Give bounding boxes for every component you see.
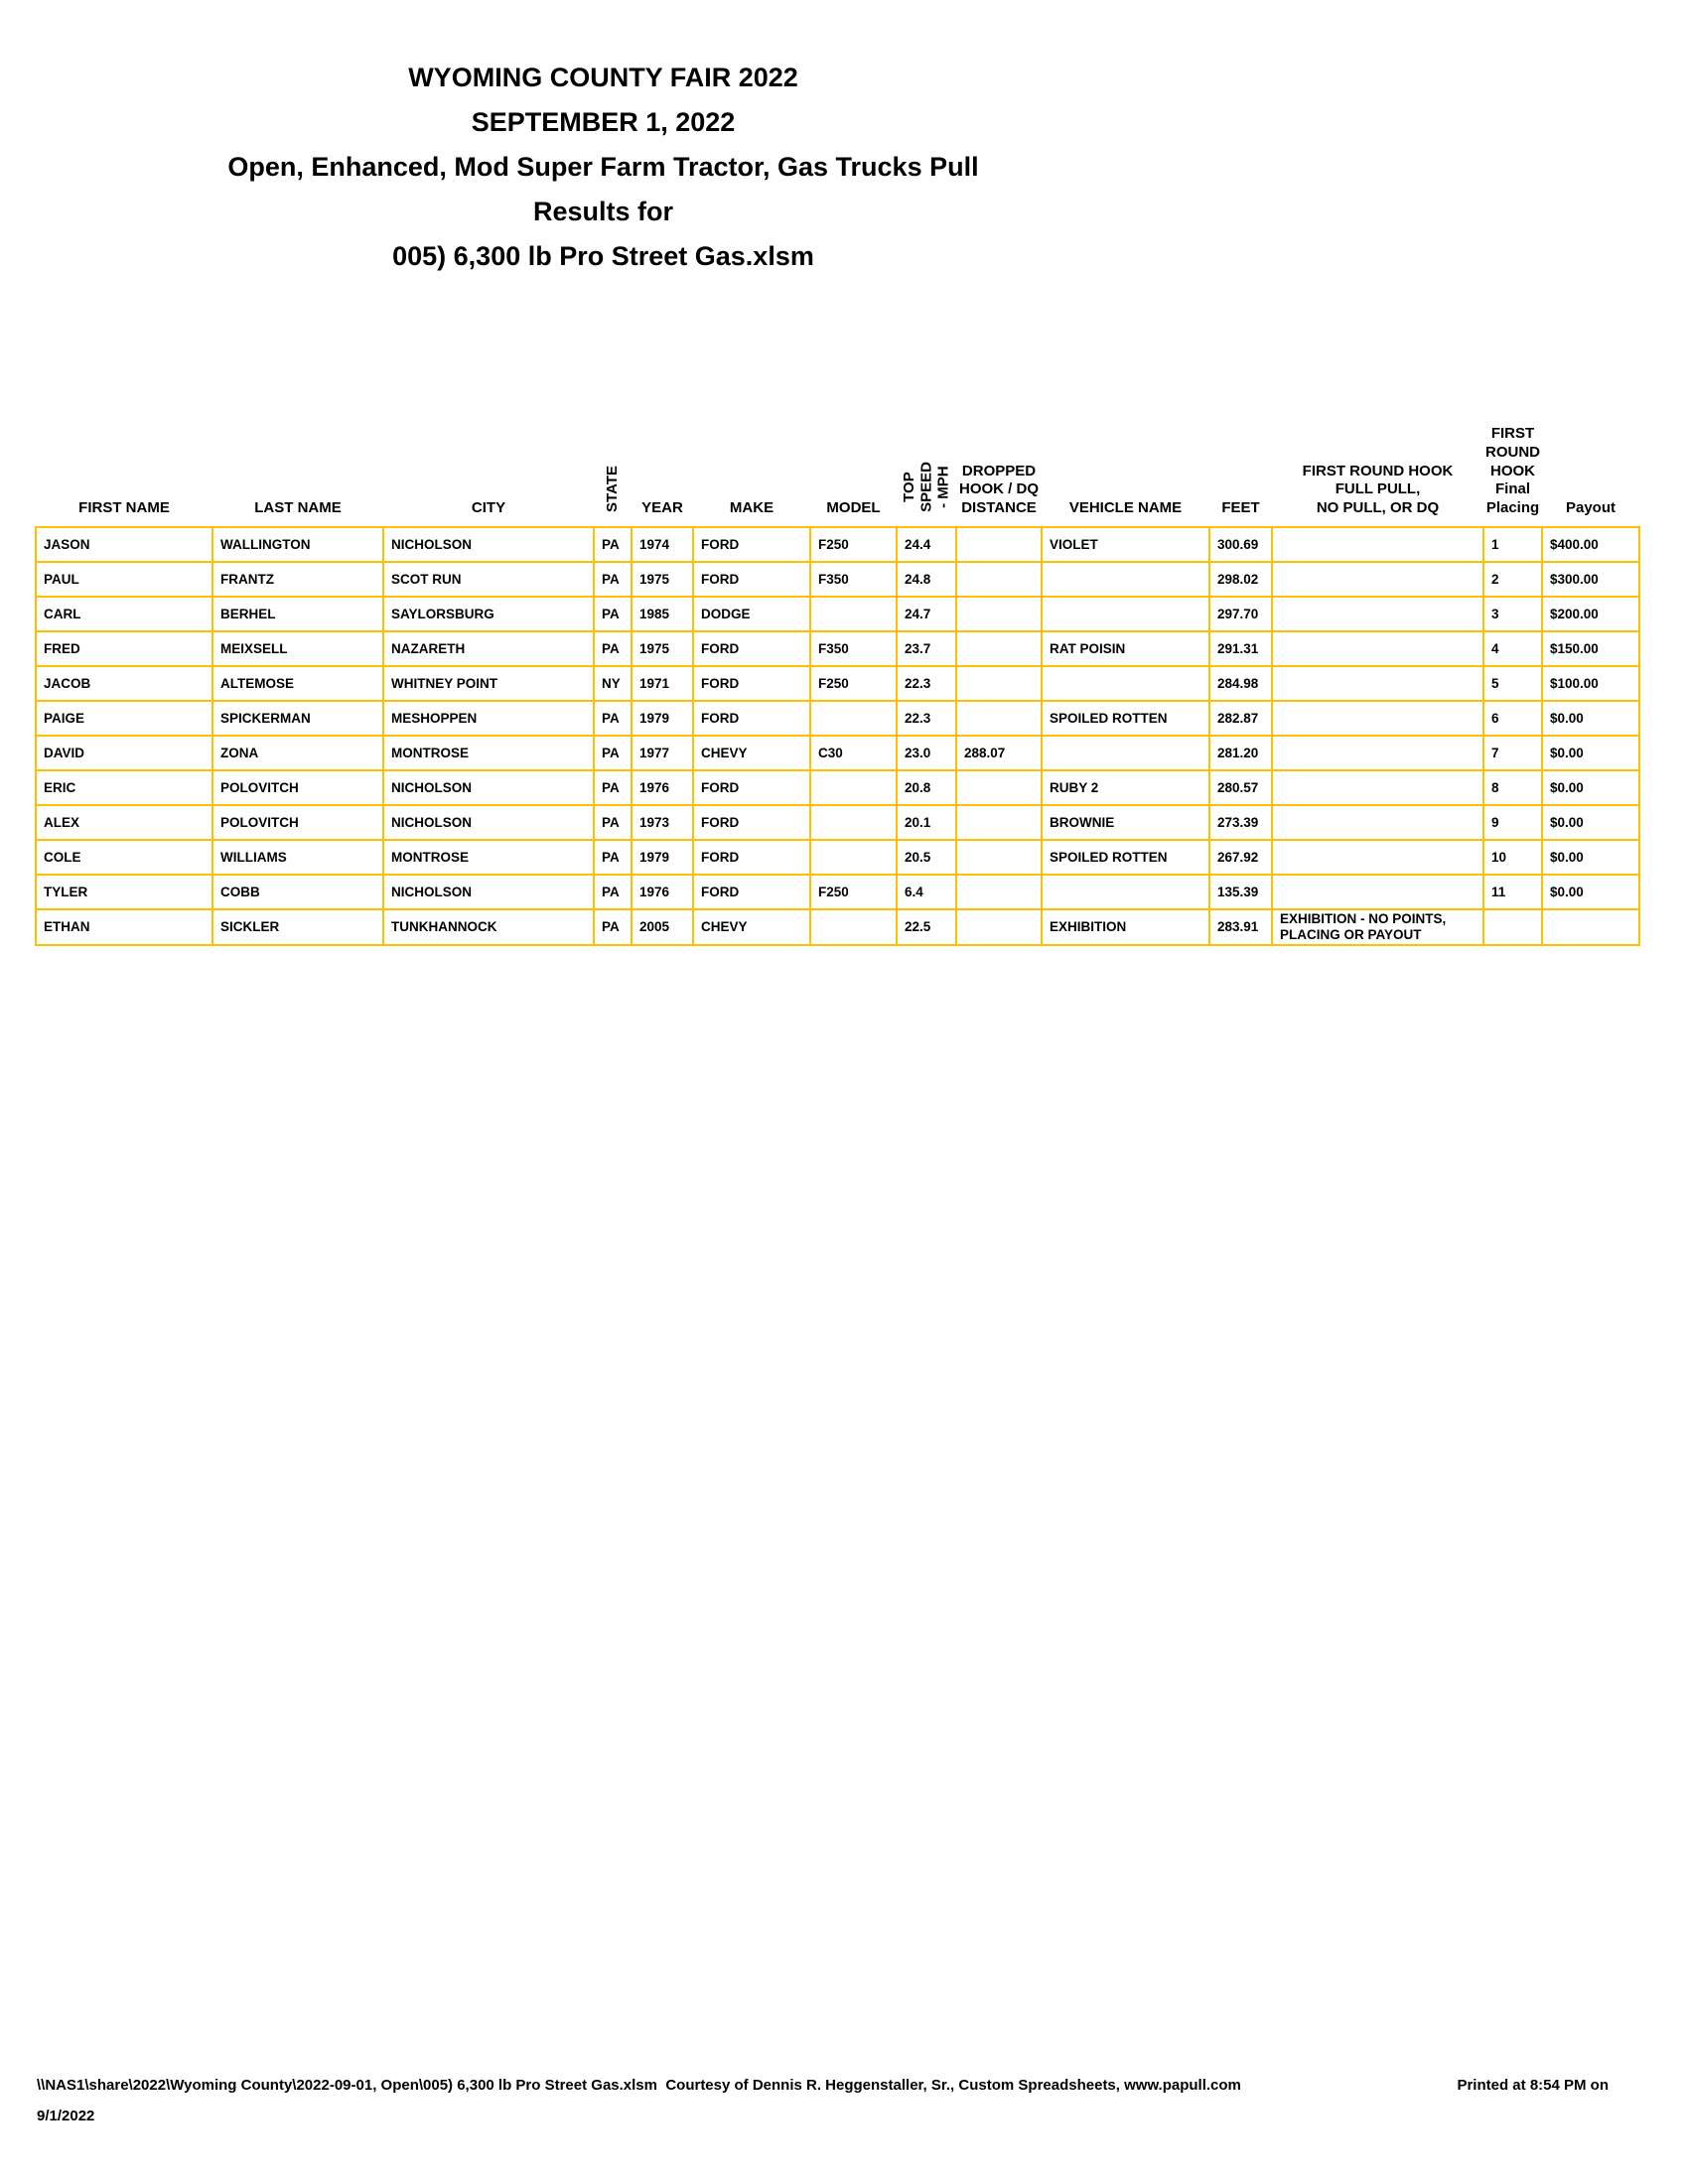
column-header-model: MODEL bbox=[826, 499, 881, 516]
cell-vehicle-name bbox=[1042, 597, 1209, 631]
cell-city: NICHOLSON bbox=[383, 875, 594, 909]
result-row bbox=[36, 666, 1639, 701]
cell-last-name: SICKLER bbox=[212, 909, 383, 945]
cell-first-round-hook-note bbox=[1272, 805, 1483, 840]
cell-last-name: COBB bbox=[212, 875, 383, 909]
report-classes: Open, Enhanced, Mod Super Farm Tractor, Gas Trucks Pull bbox=[227, 152, 979, 182]
cell-vehicle-name: VIOLET bbox=[1042, 527, 1209, 562]
cell-top-speed: 24.7 bbox=[897, 597, 956, 631]
cell-first-round-hook-note: EXHIBITION - NO POINTS, PLACING OR PAYOUT bbox=[1272, 909, 1483, 945]
cell-first-name: ERIC bbox=[36, 770, 212, 805]
column-header-city: CITY bbox=[471, 499, 506, 516]
cell-feet: 297.70 bbox=[1209, 597, 1272, 631]
cell-city: MONTROSE bbox=[383, 840, 594, 875]
cell-first-name: TYLER bbox=[36, 875, 212, 909]
column-header-state bbox=[594, 425, 632, 527]
cell-first-round-hook-note bbox=[1272, 840, 1483, 875]
cell-payout: $0.00 bbox=[1542, 736, 1639, 770]
cell-first-round-hook-note bbox=[1272, 736, 1483, 770]
cell-payout: $200.00 bbox=[1542, 597, 1639, 631]
cell-dropped-hook-distance bbox=[956, 805, 1042, 840]
cell-top-speed: 24.8 bbox=[897, 562, 956, 597]
cell-dropped-hook-distance bbox=[956, 666, 1042, 701]
cell-city: NAZARETH bbox=[383, 631, 594, 666]
cell-city: SAYLORSBURG bbox=[383, 597, 594, 631]
cell-state: PA bbox=[594, 631, 632, 666]
cell-first-name: COLE bbox=[36, 840, 212, 875]
report-footer bbox=[37, 2077, 1609, 2125]
cell-city: WHITNEY POINT bbox=[383, 666, 594, 701]
column-header-make: MAKE bbox=[729, 499, 774, 516]
cell-top-speed: 23.7 bbox=[897, 631, 956, 666]
cell-year: 1979 bbox=[632, 701, 693, 736]
cell-last-name: FRANTZ bbox=[212, 562, 383, 597]
cell-feet: 298.02 bbox=[1209, 562, 1272, 597]
cell-model: F250 bbox=[810, 527, 897, 562]
cell-payout: $0.00 bbox=[1542, 701, 1639, 736]
cell-dropped-hook-distance bbox=[956, 597, 1042, 631]
cell-first-round-hook-note bbox=[1272, 527, 1483, 562]
column-header-dropped-hook bbox=[956, 425, 1042, 527]
cell-state: PA bbox=[594, 562, 632, 597]
cell-vehicle-name bbox=[1042, 736, 1209, 770]
cell-final-placing bbox=[1483, 909, 1542, 945]
cell-make: FORD bbox=[693, 666, 810, 701]
cell-payout: $300.00 bbox=[1542, 562, 1639, 597]
cell-feet: 267.92 bbox=[1209, 840, 1272, 875]
cell-model bbox=[810, 805, 897, 840]
cell-make: FORD bbox=[693, 527, 810, 562]
dropped-hook-line-3: DISTANCE bbox=[961, 499, 1037, 516]
cell-state: PA bbox=[594, 597, 632, 631]
cell-state: NY bbox=[594, 666, 632, 701]
cell-state: PA bbox=[594, 736, 632, 770]
column-header-final-placing bbox=[1483, 425, 1542, 527]
column-header-top-speed bbox=[897, 425, 956, 527]
cell-first-name: FRED bbox=[36, 631, 212, 666]
results-table-header bbox=[36, 425, 1639, 527]
cell-city: NICHOLSON bbox=[383, 805, 594, 840]
cell-last-name: ALTEMOSE bbox=[212, 666, 383, 701]
cell-top-speed: 23.0 bbox=[897, 736, 956, 770]
cell-top-speed: 20.8 bbox=[897, 770, 956, 805]
cell-dropped-hook-distance bbox=[956, 909, 1042, 945]
cell-dropped-hook-distance bbox=[956, 527, 1042, 562]
cell-year: 1971 bbox=[632, 666, 693, 701]
column-header-last-name: LAST NAME bbox=[254, 499, 342, 516]
cell-last-name: POLOVITCH bbox=[212, 770, 383, 805]
cell-final-placing: 1 bbox=[1483, 527, 1542, 562]
cell-dropped-hook-distance bbox=[956, 631, 1042, 666]
column-header-feet: FEET bbox=[1221, 499, 1260, 516]
cell-dropped-hook-distance bbox=[956, 875, 1042, 909]
cell-final-placing: 2 bbox=[1483, 562, 1542, 597]
cell-first-name: PAIGE bbox=[36, 701, 212, 736]
cell-year: 1976 bbox=[632, 770, 693, 805]
cell-vehicle-name bbox=[1042, 875, 1209, 909]
cell-year: 1974 bbox=[632, 527, 693, 562]
cell-feet: 273.39 bbox=[1209, 805, 1272, 840]
result-row bbox=[36, 805, 1639, 840]
cell-year: 1977 bbox=[632, 736, 693, 770]
cell-year: 2005 bbox=[632, 909, 693, 945]
cell-city: SCOT RUN bbox=[383, 562, 594, 597]
cell-top-speed: 6.4 bbox=[897, 875, 956, 909]
cell-vehicle-name bbox=[1042, 666, 1209, 701]
cell-vehicle-name: SPOILED ROTTEN bbox=[1042, 840, 1209, 875]
cell-first-name: ETHAN bbox=[36, 909, 212, 945]
cell-last-name: SPICKERMAN bbox=[212, 701, 383, 736]
result-row bbox=[36, 840, 1639, 875]
cell-state: PA bbox=[594, 909, 632, 945]
cell-year: 1976 bbox=[632, 875, 693, 909]
cell-payout: $100.00 bbox=[1542, 666, 1639, 701]
final-placing-line-1: FIRST ROUND bbox=[1485, 425, 1540, 461]
cell-model: F250 bbox=[810, 875, 897, 909]
cell-last-name: WALLINGTON bbox=[212, 527, 383, 562]
cell-city: MONTROSE bbox=[383, 736, 594, 770]
result-row bbox=[36, 909, 1639, 945]
cell-dropped-hook-distance bbox=[956, 840, 1042, 875]
cell-make: CHEVY bbox=[693, 736, 810, 770]
cell-feet: 135.39 bbox=[1209, 875, 1272, 909]
cell-first-name: JACOB bbox=[36, 666, 212, 701]
footer-print-date: 9/1/2022 bbox=[37, 2108, 95, 2124]
cell-make: FORD bbox=[693, 562, 810, 597]
cell-feet: 291.31 bbox=[1209, 631, 1272, 666]
result-row bbox=[36, 736, 1639, 770]
cell-final-placing: 4 bbox=[1483, 631, 1542, 666]
cell-city: MESHOPPEN bbox=[383, 701, 594, 736]
cell-payout: $0.00 bbox=[1542, 770, 1639, 805]
column-header-year: YEAR bbox=[641, 499, 683, 516]
cell-payout: $0.00 bbox=[1542, 875, 1639, 909]
cell-final-placing: 8 bbox=[1483, 770, 1542, 805]
cell-feet: 281.20 bbox=[1209, 736, 1272, 770]
cell-model: F350 bbox=[810, 631, 897, 666]
cell-first-name: DAVID bbox=[36, 736, 212, 770]
cell-model bbox=[810, 597, 897, 631]
cell-state: PA bbox=[594, 840, 632, 875]
cell-payout: $150.00 bbox=[1542, 631, 1639, 666]
column-header-first-name: FIRST NAME bbox=[78, 499, 170, 516]
report-title: WYOMING COUNTY FAIR 2022 bbox=[408, 63, 798, 92]
footer-printed-at: Printed at 8:54 PM on bbox=[1457, 2077, 1609, 2094]
cell-top-speed: 20.5 bbox=[897, 840, 956, 875]
first-round-hook-line-3: NO PULL, OR DQ bbox=[1316, 499, 1440, 516]
cell-model bbox=[810, 840, 897, 875]
cell-final-placing: 7 bbox=[1483, 736, 1542, 770]
result-row bbox=[36, 875, 1639, 909]
result-row bbox=[36, 631, 1639, 666]
footer-line-1 bbox=[37, 2077, 1609, 2095]
top-speed-line-2: SPEED bbox=[917, 462, 935, 512]
cell-last-name: BERHEL bbox=[212, 597, 383, 631]
cell-payout: $0.00 bbox=[1542, 840, 1639, 875]
dropped-hook-line-2: HOOK / DQ bbox=[958, 480, 1039, 498]
cell-city: TUNKHANNOCK bbox=[383, 909, 594, 945]
cell-first-round-hook-note bbox=[1272, 666, 1483, 701]
cell-state: PA bbox=[594, 875, 632, 909]
cell-top-speed: 22.5 bbox=[897, 909, 956, 945]
cell-make: FORD bbox=[693, 770, 810, 805]
dropped-hook-line-1: DROPPED bbox=[961, 462, 1037, 479]
cell-vehicle-name: EXHIBITION bbox=[1042, 909, 1209, 945]
cell-year: 1975 bbox=[632, 631, 693, 666]
cell-last-name: ZONA bbox=[212, 736, 383, 770]
cell-state: PA bbox=[594, 770, 632, 805]
result-row bbox=[36, 701, 1639, 736]
report-header bbox=[0, 56, 1206, 279]
cell-top-speed: 22.3 bbox=[897, 666, 956, 701]
cell-make: FORD bbox=[693, 805, 810, 840]
column-header-payout: Payout bbox=[1565, 499, 1616, 516]
cell-vehicle-name: SPOILED ROTTEN bbox=[1042, 701, 1209, 736]
cell-make: FORD bbox=[693, 875, 810, 909]
cell-payout: $400.00 bbox=[1542, 527, 1639, 562]
footer-file-path: \\NAS1\share\2022\Wyoming County\2022-09-01, Open\005) 6,300 lb Pro Street Gas.xlsm Courtesy of Dennis R. Heggenstaller, Sr., Custom Spreadsheets, www.papull.com bbox=[37, 2077, 1241, 2094]
cell-dropped-hook-distance bbox=[956, 562, 1042, 597]
cell-year: 1985 bbox=[632, 597, 693, 631]
cell-make: FORD bbox=[693, 631, 810, 666]
result-row bbox=[36, 597, 1639, 631]
cell-final-placing: 5 bbox=[1483, 666, 1542, 701]
cell-model bbox=[810, 770, 897, 805]
final-placing-line-2: HOOK bbox=[1490, 462, 1535, 479]
cell-model bbox=[810, 909, 897, 945]
cell-first-name: ALEX bbox=[36, 805, 212, 840]
cell-first-round-hook-note bbox=[1272, 562, 1483, 597]
results-table-body bbox=[36, 527, 1639, 945]
cell-dropped-hook-distance bbox=[956, 701, 1042, 736]
cell-payout: $0.00 bbox=[1542, 805, 1639, 840]
first-round-hook-line-2: FULL PULL, bbox=[1335, 480, 1421, 498]
report-date: SEPTEMBER 1, 2022 bbox=[471, 107, 736, 137]
cell-state: PA bbox=[594, 527, 632, 562]
first-round-hook-line-1: FIRST ROUND HOOK bbox=[1302, 462, 1454, 479]
cell-final-placing: 9 bbox=[1483, 805, 1542, 840]
cell-dropped-hook-distance: 288.07 bbox=[956, 736, 1042, 770]
report-results-for: Results for bbox=[532, 197, 674, 226]
top-speed-line-1: TOP bbox=[901, 472, 918, 502]
cell-feet: 280.57 bbox=[1209, 770, 1272, 805]
cell-vehicle-name bbox=[1042, 562, 1209, 597]
cell-first-round-hook-note bbox=[1272, 631, 1483, 666]
cell-top-speed: 22.3 bbox=[897, 701, 956, 736]
column-header-top-speed-label bbox=[901, 462, 952, 512]
cell-make: FORD bbox=[693, 701, 810, 736]
column-header-state-label: STATE bbox=[604, 466, 622, 512]
cell-dropped-hook-distance bbox=[956, 770, 1042, 805]
cell-feet: 300.69 bbox=[1209, 527, 1272, 562]
cell-city: NICHOLSON bbox=[383, 770, 594, 805]
result-row bbox=[36, 562, 1639, 597]
cell-state: PA bbox=[594, 701, 632, 736]
cell-first-round-hook-note bbox=[1272, 701, 1483, 736]
cell-first-round-hook-note bbox=[1272, 875, 1483, 909]
header-row bbox=[36, 425, 1639, 527]
cell-model bbox=[810, 701, 897, 736]
cell-make: CHEVY bbox=[693, 909, 810, 945]
cell-feet: 283.91 bbox=[1209, 909, 1272, 945]
cell-city: NICHOLSON bbox=[383, 527, 594, 562]
cell-first-round-hook-note bbox=[1272, 770, 1483, 805]
final-placing-line-3: Final Placing bbox=[1485, 480, 1540, 516]
column-header-vehicle-name: VEHICLE NAME bbox=[1068, 499, 1183, 516]
cell-vehicle-name: BROWNIE bbox=[1042, 805, 1209, 840]
cell-payout bbox=[1542, 909, 1639, 945]
cell-final-placing: 3 bbox=[1483, 597, 1542, 631]
cell-vehicle-name: RAT POISIN bbox=[1042, 631, 1209, 666]
cell-feet: 282.87 bbox=[1209, 701, 1272, 736]
cell-first-name: JASON bbox=[36, 527, 212, 562]
cell-last-name: WILLIAMS bbox=[212, 840, 383, 875]
cell-model: F250 bbox=[810, 666, 897, 701]
cell-first-round-hook-note bbox=[1272, 597, 1483, 631]
cell-final-placing: 11 bbox=[1483, 875, 1542, 909]
cell-model: F350 bbox=[810, 562, 897, 597]
cell-last-name: MEIXSELL bbox=[212, 631, 383, 666]
cell-make: DODGE bbox=[693, 597, 810, 631]
result-row bbox=[36, 527, 1639, 562]
cell-make: FORD bbox=[693, 840, 810, 875]
cell-first-name: PAUL bbox=[36, 562, 212, 597]
cell-feet: 284.98 bbox=[1209, 666, 1272, 701]
cell-year: 1973 bbox=[632, 805, 693, 840]
cell-top-speed: 24.4 bbox=[897, 527, 956, 562]
cell-last-name: POLOVITCH bbox=[212, 805, 383, 840]
cell-model: C30 bbox=[810, 736, 897, 770]
cell-year: 1975 bbox=[632, 562, 693, 597]
top-speed-line-3: - MPH bbox=[934, 466, 952, 508]
cell-first-name: CARL bbox=[36, 597, 212, 631]
result-row bbox=[36, 770, 1639, 805]
column-header-first-round-hook bbox=[1272, 425, 1483, 527]
report-file-name: 005) 6,300 lb Pro Street Gas.xlsm bbox=[392, 241, 814, 271]
cell-vehicle-name: RUBY 2 bbox=[1042, 770, 1209, 805]
cell-final-placing: 10 bbox=[1483, 840, 1542, 875]
cell-year: 1979 bbox=[632, 840, 693, 875]
results-table bbox=[35, 425, 1640, 946]
cell-top-speed: 20.1 bbox=[897, 805, 956, 840]
cell-state: PA bbox=[594, 805, 632, 840]
cell-final-placing: 6 bbox=[1483, 701, 1542, 736]
